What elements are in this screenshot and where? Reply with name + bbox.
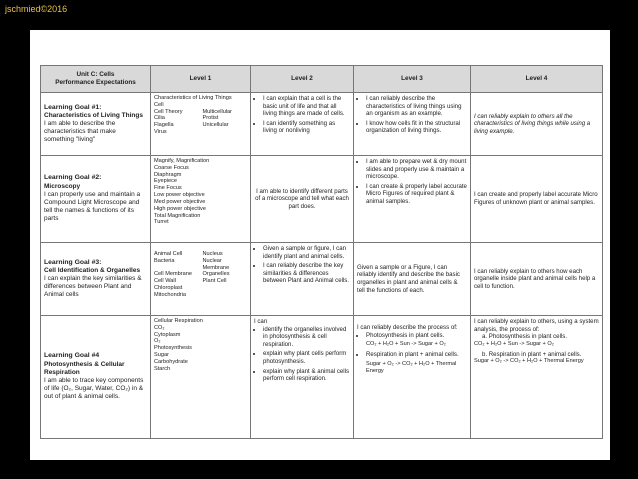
term: Chloroplast [154, 285, 183, 292]
term: Characteristics of Living Things [154, 95, 232, 101]
goal-description: I am able to trace key components of life (O₂, Sugar, Water, CO₂) in & out of plant & animal cells. [44, 377, 144, 401]
term: Unicellular [202, 122, 229, 129]
rubric-table [40, 65, 603, 439]
cell-intro: I can reliably describe the process of: [357, 324, 458, 331]
term: Turret [154, 219, 169, 226]
term: Diaphragm [154, 171, 182, 178]
term: Flagella [154, 122, 174, 129]
level-3-cell: Given a sample or a Figure, I can reliably identify and describe the basic organelles in plant and animal cells & tell the functions of each. [354, 243, 471, 316]
level-4-cell: I can create and properly label accurate Micro Figures of unknown plant or animal samples. [471, 156, 603, 243]
bullet-item: • Photosynthesis in plant cells. [366, 332, 467, 340]
goal-subtitle: Cell Identification & Organelles [44, 266, 141, 274]
level-1-header: Level 1 [151, 66, 251, 93]
term: Total Magnification [154, 212, 201, 219]
term: High power objective [154, 205, 206, 212]
level-4-cell [471, 316, 603, 439]
bullet-item: • I can reliably describe the characteristics of living things using an organism as an example. [366, 95, 467, 118]
term: Animal Cell [154, 251, 183, 257]
level-4-cell: I can reliably explain to others how each organelle inside plant and animal cells help a cell to function. [471, 243, 603, 316]
term: Cell Membrane [154, 271, 192, 278]
unit-subtitle: Performance Expectations [55, 79, 136, 86]
level-3-cell [354, 316, 471, 439]
goal-cell [41, 243, 151, 316]
level-4-header: Level 4 [471, 66, 603, 93]
level-3-header: Level 3 [354, 66, 471, 93]
equation: CO₂ + H₂O + Sun -> Sugar + O₂ [474, 340, 554, 347]
term: Sugar [154, 352, 169, 359]
level-1-cell [151, 316, 251, 439]
goal-subtitle: Photosynthesis & Cellular Respiration [44, 360, 125, 377]
bullet-item: • I am able to prepare wet & dry mount slides and properly use & maintain a microscope. [366, 158, 467, 181]
goal-description: I am able to describe the characteristics that make something "living" [44, 120, 116, 144]
bullet-item: • identify the organelles involved in photosynthesis & cell respiration. [263, 326, 350, 349]
term: Organelles [202, 271, 230, 278]
term: Cell [154, 101, 164, 108]
goal-title: Learning Goal #2: [44, 174, 102, 182]
level-2-cell [251, 316, 354, 439]
equation: CO₂ + H₂O + Sun -> Sugar + O₂ [366, 341, 446, 348]
term: O₂ [154, 338, 161, 345]
goal-row-2 [41, 156, 603, 243]
rubric-page [30, 30, 610, 460]
bullet-item: • explain why plant & animal cells perform cell respiration. [263, 368, 350, 383]
goal-subtitle: Characteristics of Living Things [44, 111, 143, 119]
header-row [41, 66, 603, 93]
goal-description: I can properly use and maintain a Compound Light Microscope and tell the names & functions of its parts [44, 191, 141, 223]
goal-cell [41, 156, 151, 243]
goal-subtitle: Microscopy [44, 182, 81, 190]
term: Protist [202, 115, 219, 122]
bullet-item: • Given a sample or figure, I can identify plant and animal cells. [263, 245, 350, 260]
term: Virus [154, 129, 167, 136]
level-2-cell: I am able to identify different parts of a microscope and tell what each part does. [251, 156, 354, 243]
level-1-cell [151, 243, 251, 316]
goal-row-4 [41, 316, 603, 439]
equation: Sugar + O₂ -> CO₂ + H₂O + Thermal Energy [366, 360, 457, 374]
goal-title: Learning Goal #1: [44, 103, 102, 111]
term: Cilia [154, 115, 165, 122]
term: Carbohydrate [154, 358, 188, 365]
unit-title: Unit C: Cells [76, 71, 115, 78]
term: Starch [154, 365, 171, 372]
term: Photosynthesis [154, 345, 192, 352]
term: Coarse Focus [154, 164, 189, 171]
term: Eyepiece [154, 178, 178, 185]
term: Cell Wall [154, 278, 176, 285]
level-3-cell [354, 93, 471, 156]
bullet-item: • I can reliably describe the key similarities & differences between Plant and Animal cells. [263, 262, 350, 285]
level-2-cell [251, 243, 354, 316]
term: Multicellular [202, 108, 233, 115]
term: Cytoplasm [154, 331, 181, 338]
term: Low power objective [154, 192, 205, 199]
term: Bacteria [154, 257, 175, 264]
bullet-item: • Respiration in plant + animal cells. [366, 351, 467, 359]
bullet-item: • explain why plant cells perform photosynthesis. [263, 350, 350, 365]
term: Cell Theory [154, 108, 183, 115]
term: CO₂ [154, 324, 165, 331]
goal-title: Learning Goal #3: [44, 258, 102, 266]
goal-title: Learning Goal #4 [44, 352, 100, 360]
equation: Sugar + O₂ -> CO₂ + H₂O + Thermal Energy [474, 358, 584, 365]
bullet-item: • I can create & properly label accurate Micro Figures of required plant & animal samples. [366, 183, 467, 206]
level-4-cell: I can reliably explain to others all the characteristics of living things while using a living example. [471, 93, 603, 156]
level-2-cell [251, 93, 354, 156]
goal-row-1 [41, 93, 603, 156]
bullet-item: • I know how cells fit in the structural organization of living things. [366, 120, 467, 135]
list-item: b. Respiration in plant + animal cells. [482, 350, 582, 358]
author-credit: jschmied©2016 [5, 4, 68, 14]
term: Cellular Respiration [154, 318, 203, 324]
unit-header [41, 66, 151, 93]
goal-row-3 [41, 243, 603, 316]
level-1-cell [151, 93, 251, 156]
bullet-item: • I can explain that a cell is the basic unit of life and that all living things are made of cells. [263, 95, 350, 118]
term: Med power objective [154, 198, 206, 205]
level-1-cell [151, 156, 251, 243]
bullet-item: • I can identify something as living or nonliving [263, 120, 350, 135]
term: Nuclear Membrane [202, 257, 230, 271]
cell-intro: I can [254, 318, 268, 325]
cell-intro: I can reliably explain to others, using a system analysis, the process of: [474, 318, 599, 333]
goal-cell [41, 316, 151, 439]
level-2-header: Level 2 [251, 66, 354, 93]
term: Nucleus [202, 251, 223, 257]
goal-description: I can explain the key similarities & differences between Plant and Animal cells [44, 275, 142, 299]
term: Magnify, Magnification [154, 158, 210, 164]
term: Mitochondria [154, 291, 187, 298]
term: Fine Focus [154, 185, 182, 192]
term: Plant Cell [202, 278, 227, 285]
goal-cell [41, 93, 151, 156]
list-item: a. Photosynthesis in plant cells. [482, 333, 568, 341]
level-3-cell [354, 156, 471, 243]
